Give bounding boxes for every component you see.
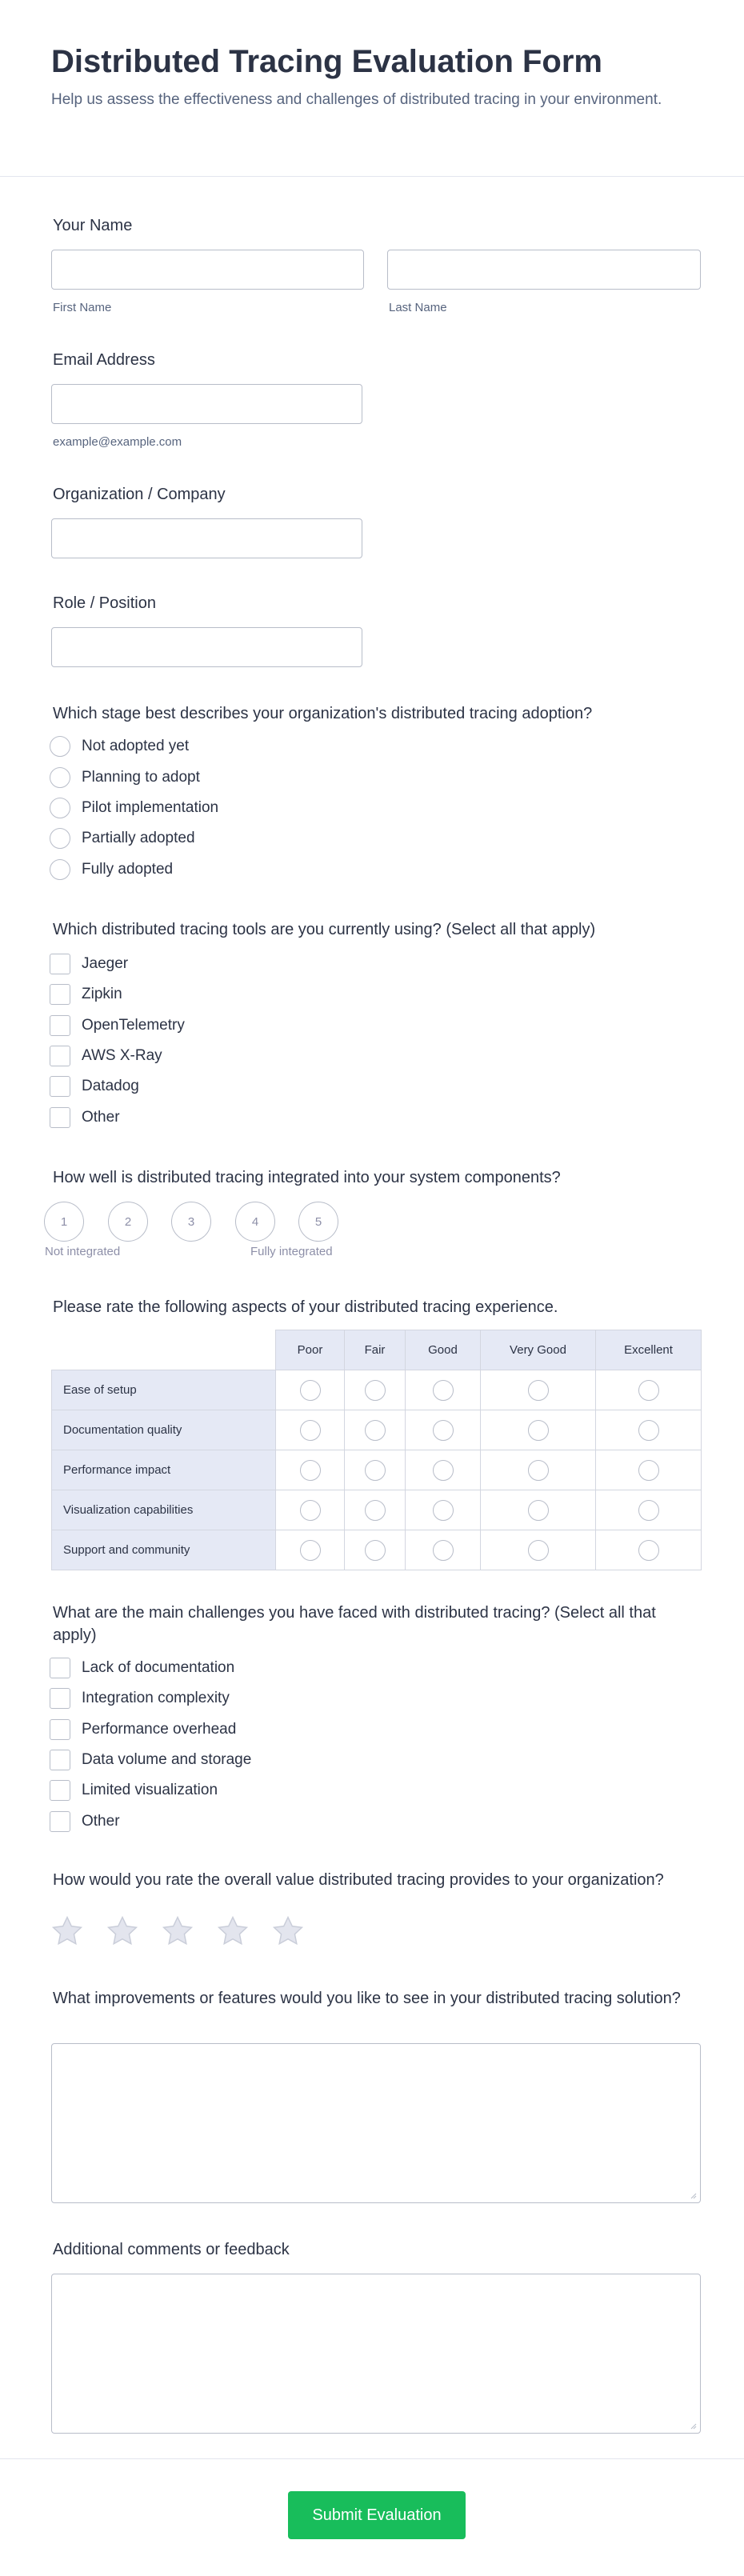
email-label: Email Address: [53, 351, 155, 369]
checkbox[interactable]: [50, 1780, 70, 1801]
first-name-sublabel: First Name: [53, 301, 112, 314]
matrix-column-header: Good: [406, 1330, 481, 1370]
tools-option[interactable]: AWS X-Ray: [50, 1044, 162, 1068]
radio-button[interactable]: [50, 767, 70, 788]
matrix-row-label: Visualization capabilities: [52, 1490, 276, 1530]
matrix-radio[interactable]: [528, 1460, 549, 1481]
challenges-option[interactable]: Other: [50, 1810, 120, 1834]
radio-button[interactable]: [50, 736, 70, 757]
resize-grip-icon[interactable]: [689, 2191, 697, 2199]
matrix-radio[interactable]: [528, 1540, 549, 1561]
scale-option-2[interactable]: 2: [108, 1202, 148, 1242]
adoption-option[interactable]: Fully adopted: [50, 858, 173, 882]
matrix-column-header: Excellent: [596, 1330, 702, 1370]
matrix-row-label: Documentation quality: [52, 1410, 276, 1450]
matrix-row: [52, 1450, 702, 1490]
matrix-row: [52, 1370, 702, 1410]
matrix-radio[interactable]: [300, 1540, 321, 1561]
checkbox[interactable]: [50, 1076, 70, 1097]
tools-option[interactable]: Jaeger: [50, 952, 128, 976]
comments-textarea[interactable]: [51, 2274, 701, 2434]
matrix-column-header: Poor: [276, 1330, 345, 1370]
challenges-option[interactable]: Performance overhead: [50, 1718, 236, 1742]
checkbox[interactable]: [50, 954, 70, 974]
challenges-option[interactable]: Lack of documentation: [50, 1656, 234, 1680]
adoption-label: Which stage best describes your organization's distributed tracing adoption?: [53, 705, 593, 722]
radio-button[interactable]: [50, 859, 70, 880]
checkbox[interactable]: [50, 1719, 70, 1740]
matrix-radio[interactable]: [433, 1460, 454, 1481]
star-icon[interactable]: [270, 1914, 306, 1949]
star-icon[interactable]: [160, 1914, 195, 1949]
scale-option-5[interactable]: 5: [298, 1202, 338, 1242]
header-divider: [0, 176, 744, 177]
email-input[interactable]: [51, 384, 362, 424]
matrix-row: [52, 1530, 702, 1570]
star-icon[interactable]: [105, 1914, 140, 1949]
matrix-row-label: Performance impact: [52, 1450, 276, 1490]
integration-label: How well is distributed tracing integrated into your system components?: [53, 1169, 561, 1186]
tools-option[interactable]: Other: [50, 1106, 120, 1130]
form-header: [51, 40, 691, 112]
role-label: Role / Position: [53, 594, 156, 612]
matrix-row-label: Support and community: [52, 1530, 276, 1570]
adoption-option[interactable]: Pilot implementation: [50, 796, 218, 820]
radio-button[interactable]: [50, 798, 70, 818]
matrix-row: [52, 1410, 702, 1450]
tools-option[interactable]: Zipkin: [50, 982, 122, 1006]
organization-input[interactable]: [51, 518, 362, 558]
matrix-radio[interactable]: [638, 1500, 659, 1521]
improvements-label: What improvements or features would you like to see in your distributed tracing solution?: [53, 1990, 681, 2007]
rating-matrix: [51, 1330, 702, 1570]
adoption-option[interactable]: Planning to adopt: [50, 766, 200, 790]
matrix-radio[interactable]: [433, 1380, 454, 1401]
scale-min-caption: Not integrated: [45, 1245, 121, 1258]
matrix-radio[interactable]: [528, 1380, 549, 1401]
matrix-radio[interactable]: [638, 1540, 659, 1561]
matrix-corner: [52, 1330, 276, 1370]
matrix-radio[interactable]: [365, 1500, 386, 1521]
matrix-radio[interactable]: [365, 1380, 386, 1401]
matrix-radio[interactable]: [528, 1420, 549, 1441]
matrix-radio[interactable]: [528, 1500, 549, 1521]
form-title: Distributed Tracing Evaluation Form: [51, 44, 602, 79]
matrix-radio[interactable]: [365, 1540, 386, 1561]
tools-option[interactable]: OpenTelemetry: [50, 1014, 185, 1038]
footer-divider: [0, 2458, 744, 2459]
email-sublabel: example@example.com: [53, 435, 182, 449]
matrix-label: Please rate the following aspects of your distributed tracing experience.: [53, 1298, 558, 1316]
matrix-radio[interactable]: [365, 1460, 386, 1481]
adoption-option[interactable]: Partially adopted: [50, 826, 195, 850]
resize-grip-icon[interactable]: [689, 2422, 697, 2430]
star-icon[interactable]: [50, 1914, 85, 1949]
tools-label: Which distributed tracing tools are you currently using? (Select all that apply): [53, 921, 596, 938]
name-label: Your Name: [53, 217, 133, 234]
tools-option[interactable]: Datadog: [50, 1074, 139, 1098]
checkbox[interactable]: [50, 984, 70, 1005]
matrix-radio[interactable]: [638, 1380, 659, 1401]
matrix-radio[interactable]: [433, 1540, 454, 1561]
scale-option-3[interactable]: 3: [171, 1202, 211, 1242]
submit-button[interactable]: Submit Evaluation: [288, 2491, 466, 2539]
matrix-radio[interactable]: [300, 1500, 321, 1521]
checkbox[interactable]: [50, 1015, 70, 1036]
checkbox[interactable]: [50, 1046, 70, 1066]
matrix-row-label: Ease of setup: [52, 1370, 276, 1410]
value-rating-label: How would you rate the overall value distributed tracing provides to your organization?: [53, 1871, 664, 1889]
organization-label: Organization / Company: [53, 486, 226, 503]
matrix-radio[interactable]: [300, 1460, 321, 1481]
scale-option-4[interactable]: 4: [235, 1202, 275, 1242]
matrix-radio[interactable]: [433, 1500, 454, 1521]
last-name-input[interactable]: [387, 250, 701, 290]
last-name-sublabel: Last Name: [389, 301, 447, 314]
matrix-row: [52, 1490, 702, 1530]
scale-option-1[interactable]: 1: [44, 1202, 84, 1242]
challenges-option[interactable]: Data volume and storage: [50, 1748, 251, 1772]
improvements-textarea[interactable]: [51, 2043, 701, 2203]
matrix-radio[interactable]: [638, 1420, 659, 1441]
matrix-radio[interactable]: [300, 1380, 321, 1401]
radio-button[interactable]: [50, 828, 70, 849]
form-subtitle: Help us assess the effectiveness and challenges of distributed tracing in your environment.: [51, 91, 662, 108]
matrix-column-header: Very Good: [481, 1330, 596, 1370]
star-icon[interactable]: [215, 1914, 250, 1949]
role-input[interactable]: [51, 627, 362, 667]
adoption-option[interactable]: Not adopted yet: [50, 734, 189, 758]
matrix-radio[interactable]: [365, 1420, 386, 1441]
checkbox[interactable]: [50, 1107, 70, 1128]
checkbox[interactable]: [50, 1688, 70, 1709]
matrix-radio[interactable]: [433, 1420, 454, 1441]
challenges-label: What are the main challenges you have faced with distributed tracing? (Select all that apply): [53, 1604, 656, 1644]
challenges-option[interactable]: Limited visualization: [50, 1778, 218, 1802]
challenges-option[interactable]: Integration complexity: [50, 1686, 230, 1710]
matrix-column-header: Fair: [345, 1330, 406, 1370]
checkbox[interactable]: [50, 1750, 70, 1770]
scale-max-caption: Fully integrated: [250, 1245, 333, 1258]
matrix-header-row: [52, 1330, 702, 1370]
checkbox[interactable]: [50, 1658, 70, 1678]
comments-label: Additional comments or feedback: [53, 2241, 290, 2258]
first-name-input[interactable]: [51, 250, 364, 290]
checkbox[interactable]: [50, 1811, 70, 1832]
matrix-radio[interactable]: [638, 1460, 659, 1481]
matrix-radio[interactable]: [300, 1420, 321, 1441]
